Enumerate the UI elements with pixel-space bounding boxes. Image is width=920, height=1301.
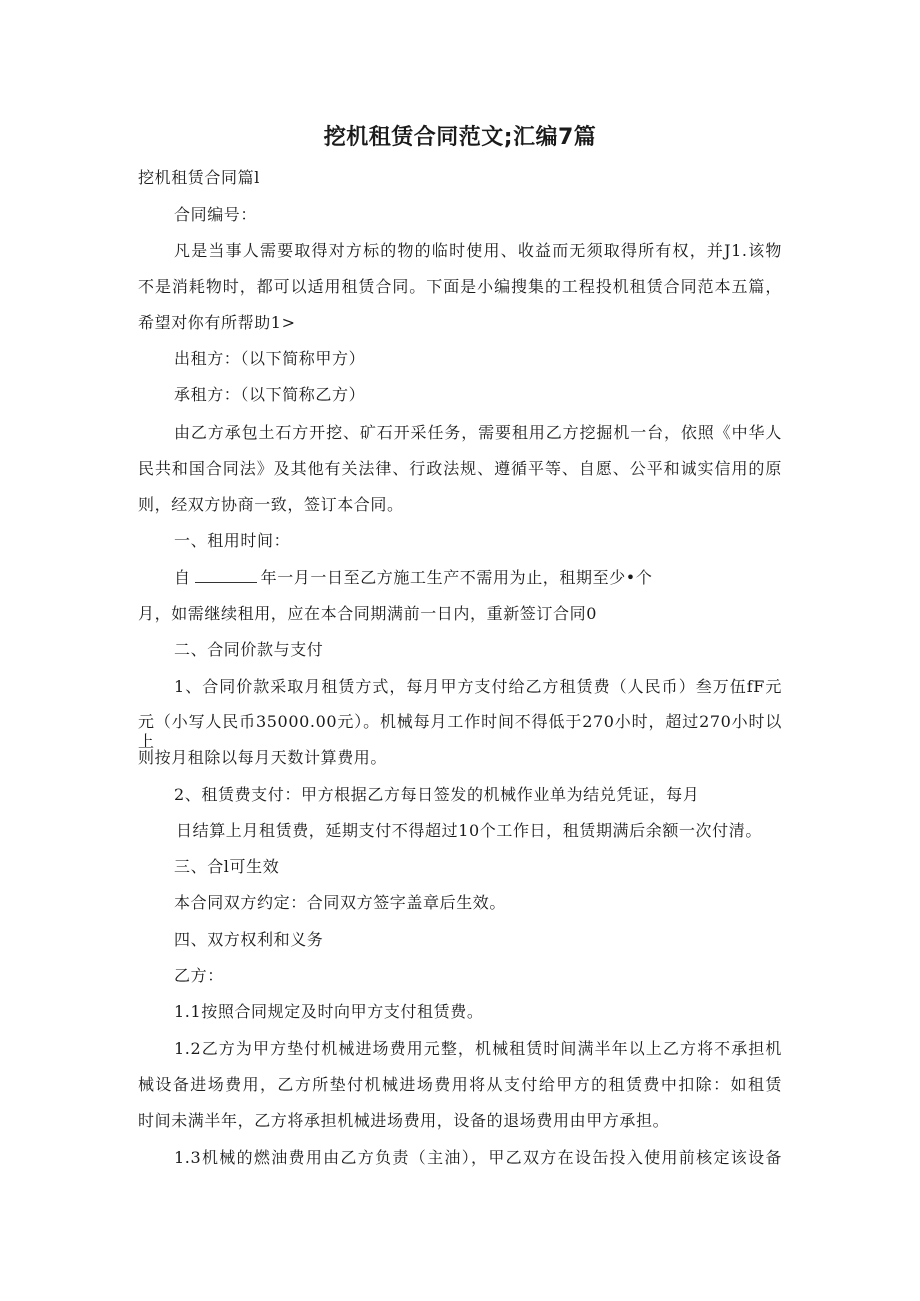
clause-1-1: 1.1按照合同规定及时向甲方支付租赁费。 bbox=[174, 1002, 484, 1021]
section-2-item-2-line-1: 2、租赁费支付：甲方根据乙方每日签发的机械作业单为结兑凭证，每月 bbox=[174, 785, 700, 804]
section-1-prefix: 自 bbox=[174, 568, 191, 587]
preamble-line-1: 由乙方承包土石方开挖、矿石开采任务，需要租用乙方挖掘机一台，依照《中华人 bbox=[174, 423, 782, 442]
lessee-line: 承租方：（以下简称乙方） bbox=[174, 385, 366, 404]
section-2-item-1-line-3: 则按月租除以每月天数计算费用。 bbox=[138, 748, 388, 767]
section-1-suffix: 年一月一日至乙方施工生产不需用为止，租期至少•个 bbox=[260, 568, 653, 587]
preamble-line-3: 则，经双方协商一致，签订本合同。 bbox=[138, 495, 404, 514]
section-1-line-1 bbox=[174, 568, 652, 588]
clause-1-3-line-1: 1.3机械的燃油费用由乙方负责（主油），甲乙双方在设缶投入使用前核定该设备 bbox=[174, 1148, 782, 1167]
intro-line-3: 希望对你有所帮助1> bbox=[138, 313, 296, 332]
preamble-line-2: 民共和国合同法》及其他有关法律、行政法规、遵循平等、自愿、公平和诚实信用的原 bbox=[138, 459, 782, 478]
section-2-item-1-line-1: 1、合同价款采取月租赁方式，每月甲方支付给乙方租赁费（人民币）叁万伍fF元 bbox=[174, 677, 782, 696]
section-4-heading: 四、双方权利和义务 bbox=[174, 930, 324, 949]
intro-line-2: 不是消耗物时，都可以适用租赁合同。下面是小编搜集的工程投机租赁合同范本五篇， bbox=[138, 277, 782, 296]
section-2-heading: 二、合同价款与支付 bbox=[174, 640, 324, 659]
document-title: 挖机租赁合同范文;汇编7篇 bbox=[323, 125, 597, 150]
clause-1-2-line-3: 时间未满半年，乙方将承担机械进场费用，设备的退场费用由甲方承担。 bbox=[138, 1111, 670, 1130]
section-1-line-2: 月，如需继续租用，应在本合同期满前一日内，重新签订合同0 bbox=[138, 604, 597, 623]
section-2-item-1-line-2: 元（小写人民币35000.00元）。机械每月工作时间不得低于270小时，超过270小时以上 bbox=[138, 712, 782, 751]
section-heading: 挖机租赁合同篇l bbox=[138, 168, 260, 187]
lessor-line: 出租方：（以下简称甲方） bbox=[174, 349, 366, 368]
contract-number-label: 合同编号： bbox=[174, 205, 258, 224]
section-2-item-2-line-2: 日结算上月租赁费，延期支付不得超过10个工作日，租赁期满后余额一次付清。 bbox=[176, 821, 762, 840]
party-b-label: 乙方： bbox=[174, 966, 224, 985]
blank-year-field bbox=[195, 568, 257, 583]
clause-1-2-line-2: 械设备进场费用，乙方所垫付机械进场费用将从支付给甲方的租赁费中扣除：如租赁 bbox=[138, 1075, 782, 1094]
section-1-heading: 一、租用时间： bbox=[174, 531, 291, 550]
section-3-heading: 三、合l可生效 bbox=[174, 857, 280, 876]
intro-line-1: 凡是当事人需要取得对方标的物的临时使用、收益而无须取得所有权，并J1.该物 bbox=[174, 241, 782, 260]
clause-1-2-line-1: 1.2乙方为甲方垫付机械进场费用元整，机械租赁时间满半年以上乙方将不承担机 bbox=[174, 1039, 782, 1058]
section-3-text: 本合同双方约定：合同双方签字盖章后生效。 bbox=[174, 893, 507, 912]
